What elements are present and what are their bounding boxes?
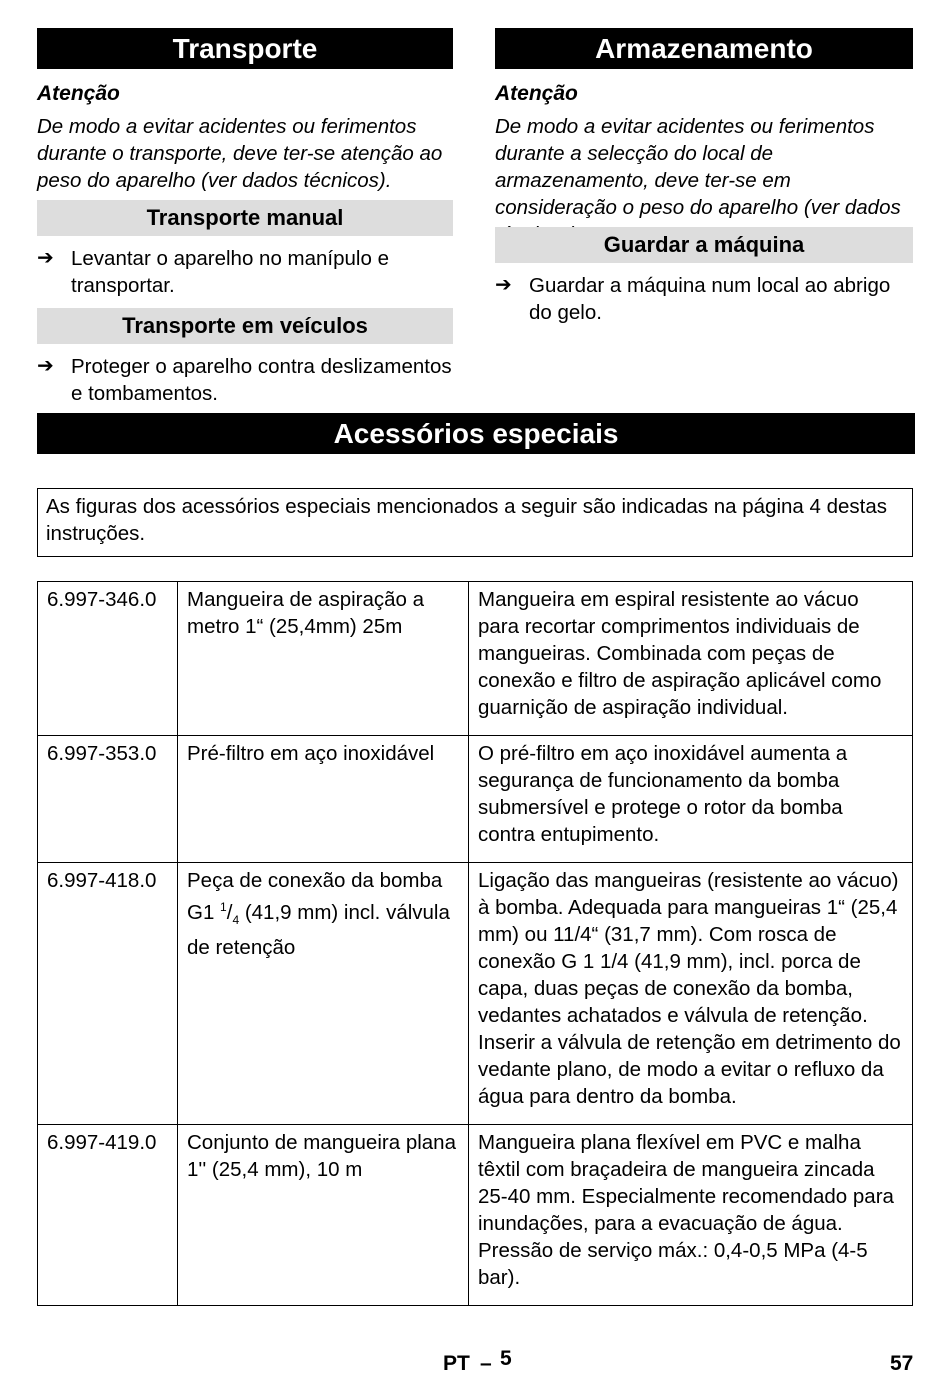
fraction-numerator: 1 — [220, 900, 227, 914]
fraction-denominator: 4 — [232, 912, 240, 927]
accessories-note: As figuras dos acessórios especiais mencionados a seguir são indicadas na página 4 destas instruções. — [37, 488, 913, 557]
arrow-right-icon: ➔ — [37, 247, 54, 269]
table-row — [38, 582, 913, 736]
part-description: Mangueira plana flexível em PVC e malha têxtil com braçadeira de mangueira zincada 25-40 mm. Especialmente recomendado para inundações, para a evacuação de água. Pressão de serviço máx.: 0,4-0,5 MPa (4-5 bar). — [469, 1125, 913, 1306]
footer-dash: – — [480, 1352, 492, 1375]
part-name: Pré-filtro em aço inoxidável — [178, 736, 469, 863]
part-number: 6.997-346.0 — [38, 582, 178, 736]
store-machine-step-text: Guardar a máquina num local ao abrigo do gelo. — [529, 274, 891, 324]
footer-section-page: 5 — [500, 1347, 512, 1370]
manual-transport-step-text: Levantar o aparelho no manípulo e transportar. — [71, 247, 389, 297]
part-name-text: (41,9 mm) incl. válvula de retenção — [187, 900, 450, 959]
vehicle-transport-heading: Transporte em veículos — [37, 308, 453, 344]
part-number: 6.997-353.0 — [38, 736, 178, 863]
storage-attention-text: De modo a evitar acidentes ou ferimentos durante a selecção do local de armazenamento, deve ter-se em consideração o peso do aparelho (ver dados — [495, 115, 901, 219]
part-number: 6.997-418.0 — [38, 863, 178, 1125]
part-name-text: Peça de conexão da bomba G1 — [187, 869, 443, 924]
transport-attention-label: Atenção — [37, 82, 120, 105]
store-machine-step — [495, 272, 913, 326]
part-description: Ligação das mangueiras (resistente ao vácuo) à bomba. Adequada para mangueiras 1“ (25,4 mm) ou 11/4“ (31,7 mm). Com rosca de conexão G 1 1/4 (41,9 mm), incl. porca de capa, duas peças de conexão da bomba, vedantes achatados e válvula de retenção. Inserir a válvula de retenção em detrimento do vedante plano, de modo a evitar o refluxo da água para dentro da bomba. — [469, 863, 913, 1125]
manual-transport-heading: Transporte manual — [37, 200, 453, 236]
fraction-slash: / — [226, 900, 233, 924]
part-name — [178, 863, 469, 1125]
storage-heading: Armazenamento — [495, 28, 913, 69]
part-number: 6.997-419.0 — [38, 1125, 178, 1306]
manual-transport-step — [37, 245, 453, 299]
transport-heading: Transporte — [37, 28, 453, 69]
footer-language: PT — [443, 1352, 470, 1375]
table-row — [38, 736, 913, 863]
arrow-right-icon: ➔ — [37, 355, 54, 377]
part-name: Conjunto de mangueira plana 1'' (25,4 mm), 10 m — [178, 1125, 469, 1306]
vehicle-transport-step-text: Proteger o aparelho contra deslizamentos e tombamentos. — [71, 355, 452, 405]
storage-attention-label: Atenção — [495, 82, 578, 105]
part-description: Mangueira em espiral resistente ao vácuo para recortar comprimentos individuais de mangueiras. Combinada com peças de conexão e filtro de aspiração aplicável como guarnição de aspiração individual. — [469, 582, 913, 736]
vehicle-transport-step — [37, 353, 453, 407]
transport-attention-text: De modo a evitar acidentes ou ferimentos durante o transporte, deve ter-se atenção ao peso do aparelho (ver dados técnicos). — [37, 115, 443, 192]
part-name: Mangueira de aspiração a metro 1“ (25,4mm) 25m — [178, 582, 469, 736]
store-machine-heading: Guardar a máquina — [495, 227, 913, 263]
table-row — [38, 863, 913, 1125]
arrow-right-icon: ➔ — [495, 274, 512, 296]
part-description: O pré-filtro em aço inoxidável aumenta a segurança de funcionamento da bomba submersível e protege o rotor da bomba contra entupimento. — [469, 736, 913, 863]
table-row — [38, 1125, 913, 1306]
page-number: 57 — [890, 1352, 914, 1375]
accessories-table — [37, 581, 913, 1306]
accessories-heading: Acessórios especiais — [37, 413, 915, 454]
